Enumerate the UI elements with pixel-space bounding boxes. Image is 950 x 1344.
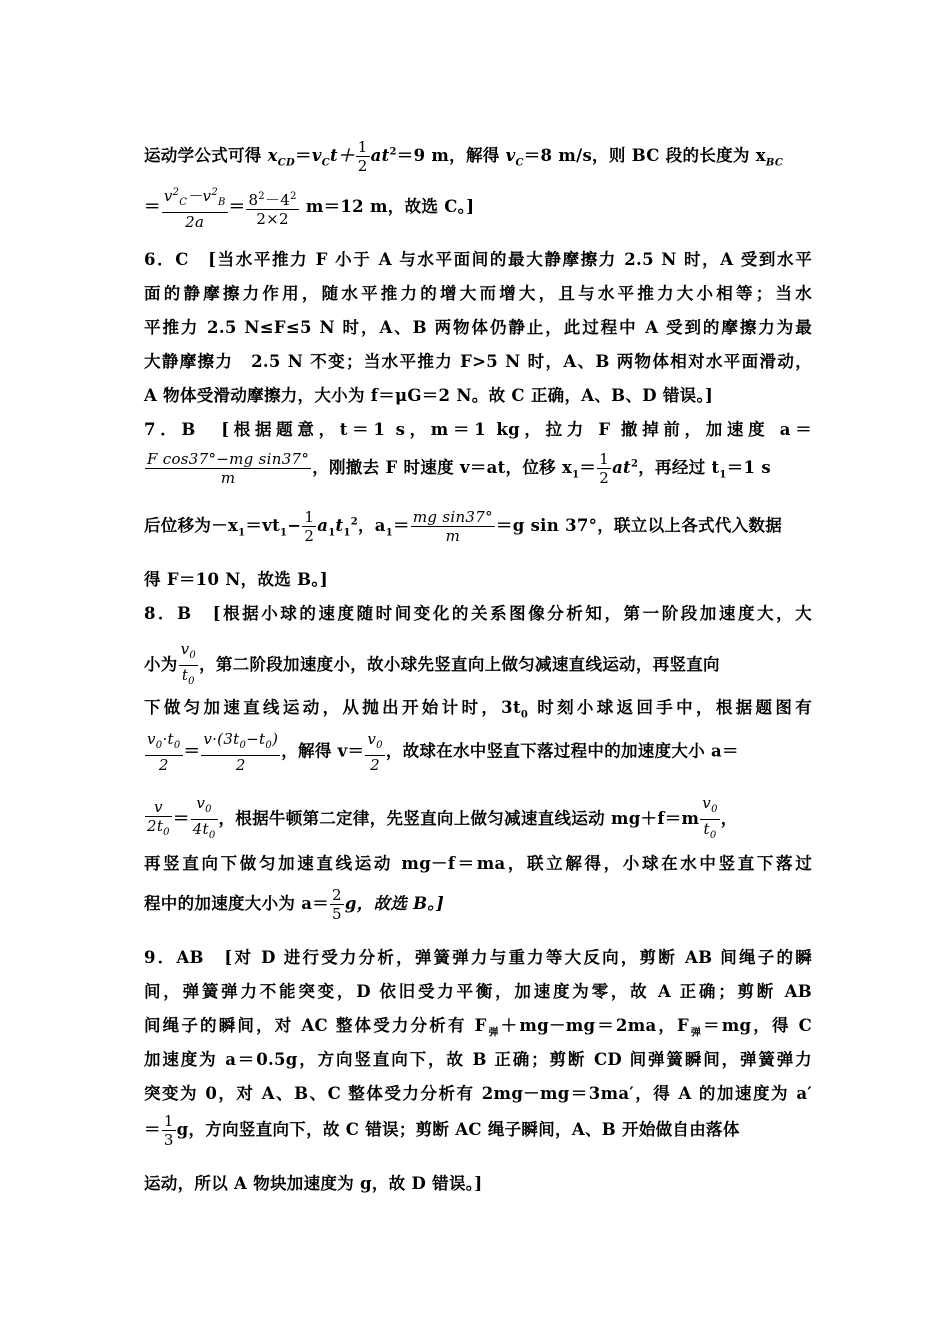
fraction-v0-2: $\frac{v_0}{2}$ <box>367 730 383 774</box>
text-line-25: 运动，所以 A 物块加速度为 g，故 D 错误。] <box>144 1174 483 1193</box>
text-line-20: 间，弹簧弹力不能突变，D 依旧受力平衡，加速度为零，故 A 正确；剪断 AB <box>144 982 812 1001</box>
text-line-10: 后位移为$-x_1=vt_1-$ $\frac{1}{2}$ $a_1t_1^2$，$a_1=$ $\frac{\text{mg sin37°}}{m}$ ＝g sin 37°，联立以上各式代入数据 <box>144 508 782 545</box>
fraction-v-3t0: $\frac{v\cdot(3t_0-t_0)}{2}$ <box>203 730 279 774</box>
fraction-v0t0-2: $\frac{v_0\cdot t_0}{2}$ <box>147 730 181 774</box>
text-line-1: 运动学公式可得 $x_{CD}=v_Ct+$ $\frac{1}{2}$ $at^2=9$ m，解得 $v_C=8$ m/s，则 BC 段的长度为 $x_{BC}$ <box>144 138 784 175</box>
text-line-11: 得 F＝10 N，故选 B。] <box>144 570 328 589</box>
fraction-numeric: $\frac{8^2-4^2}{2\times 2}$ <box>248 190 297 228</box>
fraction-v0-t0: $\frac{v_0}{t_0}$ <box>179 640 198 691</box>
fraction-velocity-squared: $\frac{v^2_C-v^2_B}{2a}$ <box>163 187 226 231</box>
text-line-9: $\frac{\text{F cos37°−mg sin37°}}{m}$ ，刚撤去 F 时速度 v＝at，位移 $x_1=$ $\frac{1}{2}$ $at^2$，再经过 $t_1=1$ s <box>147 450 771 487</box>
text-line-2: ＝ $\frac{v^2_C-v^2_B}{2a}$ ＝ $\frac{8^2-4^2}{2\times 2}$ m＝12 m，故选 C。] <box>144 184 812 231</box>
text-line-8: 7．B [根据题意，t＝1 s，m＝1 kg，拉力 F 撤掉前，加速度 a＝ <box>144 420 812 439</box>
text-line-17: 再竖直向下做匀加速直线运动 mg－f＝ma，联立解得，小球在水中竖直下落过 <box>144 854 812 873</box>
text-line-22: 加速度为 a＝0.5g，方向竖直向下，故 B 正确；剪断 CD 间弹簧瞬间，弹簧弹力 <box>144 1050 812 1069</box>
text-line-19: 9．AB [对 D 进行受力分析，弹簧弹力与重力等大反向，剪断 AB 间绳子的瞬 <box>144 948 812 967</box>
text-line-15: $\frac{v_0\cdot t_0}{2}$ ＝ $\frac{v\cdot(3t_0-t_0)}{2}$ ，解得 v＝ $\frac{v_0}{2}$ ，故球在水中竖直下落过程中的加速度大小 a＝ <box>147 730 739 774</box>
text-line-14: 下做匀加速直线运动，从抛出开始计时，$3t_0$ 时刻小球返回手中，根据题图有 <box>144 698 813 721</box>
text-line-24: ＝ $\frac{1}{3}$ g，方向竖直向下，故 C 错误；剪断 AC 绳子瞬间，A、B 开始做自由落体 <box>144 1112 740 1149</box>
text-line-16: $\frac{v}{2t_0}$ ＝ $\frac{v_0}{4t_0}$ ，根据牛顿第二定律，先竖直向上做匀减速直线运动 mg＋f＝m $\frac{v_0}{t_0}$ ， <box>144 794 812 845</box>
text-line-5: 平推力 2.5 N≤F≤5 N 时，A、B 两物体仍静止，此过程中 A 受到的摩擦力为最 <box>144 318 812 337</box>
fraction-mg-sin: $\frac{\text{mg sin37°}}{m}$ <box>412 508 493 545</box>
fraction-half: $\frac{1}{2}$ <box>304 508 315 545</box>
fraction-half: $\frac{1}{2}$ <box>599 450 610 487</box>
fraction-v0-4t0: $\frac{v_0}{4t_0}$ <box>191 794 218 845</box>
text-line-3: 6．C [当水平推力 F 小于 A 与水平面间的最大静摩擦力 2.5 N 时，A 受到水平 <box>144 250 812 269</box>
text-line-21: 间绳子的瞬间，对 AC 整体受力分析有 $F_弹+mg-mg=2ma$，$F_弹=mg$，得 C <box>144 1016 812 1039</box>
text-line-13: 小为 $\frac{v_0}{t_0}$ ，第二阶段加速度小，故小球先竖直向上做匀减速直线运动，再竖直向 <box>144 640 812 691</box>
text-line-6: 大静摩擦力 2.5 N 不变；当水平推力 F>5 N 时，A、B 两物体相对水平面滑动， <box>144 352 812 371</box>
fraction-two-fifths: $\frac{2}{5}$ <box>332 886 342 923</box>
text-line-4: 面的静摩擦力作用，随水平推力的增大而增大，且与水平推力大小相等；当水 <box>144 284 812 303</box>
fraction-one-third: $\frac{1}{3}$ <box>163 1112 174 1149</box>
text-line-18: 程中的加速度大小为 a＝ $\frac{2}{5}$ g，故选 B。] <box>144 886 445 923</box>
fraction-v0-t0: $\frac{v_0}{t_0}$ <box>700 794 719 845</box>
fraction-half: $\frac{1}{2}$ <box>357 138 368 175</box>
fraction-v-2t0: $\frac{v}{2t_0}$ <box>145 798 172 842</box>
text-line-23: 突变为 0，对 A、B、C 整体受力分析有 2mg－mg＝3ma′，得 A 的加速度为 a′ <box>144 1084 812 1103</box>
text-line-7: A 物体受滑动摩擦力，大小为 f＝μG＝2 N。故 C 正确，A、B、D 错误。] <box>144 386 714 405</box>
fraction-acceleration: $\frac{\text{F cos37°−mg sin37°}}{m}$ <box>147 450 310 487</box>
text-line-12: 8．B [根据小球的速度随时间变化的关系图像分析知，第一阶段加速度大，大 <box>144 604 812 623</box>
